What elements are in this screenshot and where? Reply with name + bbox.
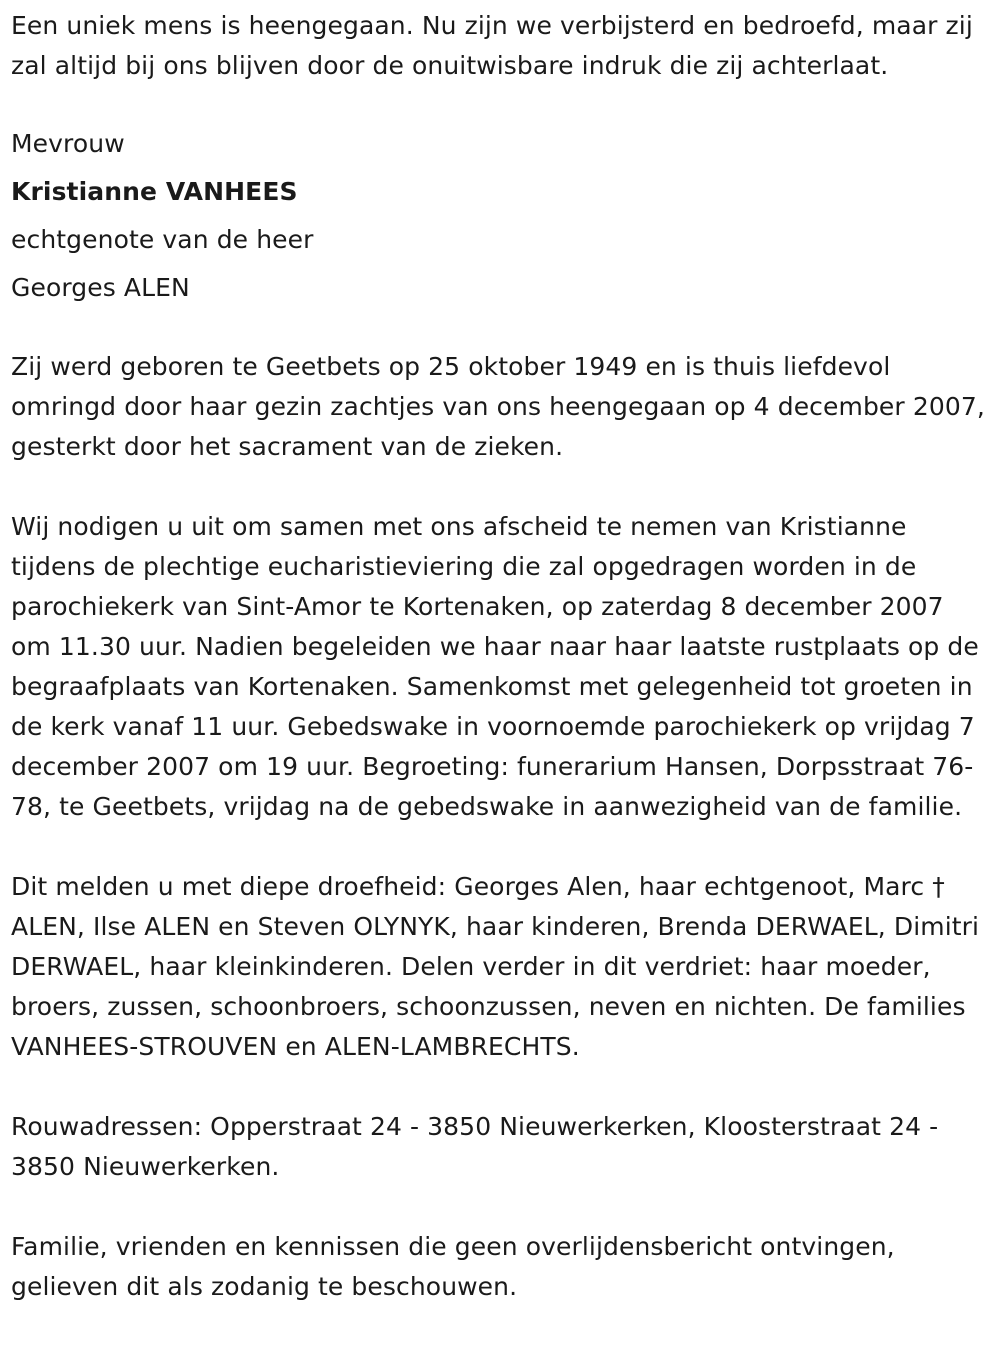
family-text: Dit melden u met diepe droefheid: Georges Alen, haar echtgenoot, Marc † ALEN, Ilse ALEN en Steven OLYNYK, haar kinderen, Brenda DERWAEL, Dimitri DERWAEL, haar kleinkinderen. Delen verder in dit verdriet: haar moeder, broers, zussen, schoonbroers, schoonzussen, neven en nichten. De families VANHEES-STROUVEN en ALEN-LAMBRECHTS. <box>11 872 980 1061</box>
deceased-name: Kristianne VANHEES <box>11 177 298 206</box>
birth-death-text: Zij werd geboren te Geetbets op 25 oktober 1949 en is thuis liefdevol omringd door haar gezin zachtjes van ons heengegaan op 4 december 2007, gesterkt door het sacrament van de zieken. <box>11 352 985 461</box>
closing-text: Familie, vrienden en kennissen die geen overlijdensbericht ontvingen, gelieven dit als zodanig te beschouwen. <box>11 1232 895 1301</box>
honorific: Mevrouw <box>11 129 125 158</box>
ceremony-text: Wij nodigen u uit om samen met ons afscheid te nemen van Kristianne tijdens de plechtige eucharistieviering die zal opgedragen worden in de parochiekerk van Sint-Amor te Kortenaken, op zaterdag 8 december 2007 om 11.30 uur. Nadien begeleiden we haar naar haar laatste rustplaats op de begraafplaats van Kortenaken. Samenkomst met gelegenheid tot groeten in de kerk vanaf 11 uur. Gebedswake in voornoemde parochiekerk op vrijdag 7 december 2007 om 19 uur. Begroeting: funerarium Hansen, Dorpsstraat 76-78, te Geetbets, vrijdag na de gebedswake in aanwezigheid van de familie. <box>11 512 979 821</box>
addresses-text: Rouwadressen: Opperstraat 24 - 3850 Nieuwerkerken, Kloosterstraat 24 - 3850 Nieuwerkerken. <box>11 1112 939 1181</box>
spouse-name: Georges ALEN <box>11 273 190 302</box>
intro-text: Een uniek mens is heengegaan. Nu zijn we verbijsterd en bedroefd, maar zij zal altijd bij ons blijven door de onuitwisbare indruk die zij achterlaat. <box>11 11 973 80</box>
relation-text: echtgenote van de heer <box>11 225 314 254</box>
deceased-block <box>11 120 990 312</box>
